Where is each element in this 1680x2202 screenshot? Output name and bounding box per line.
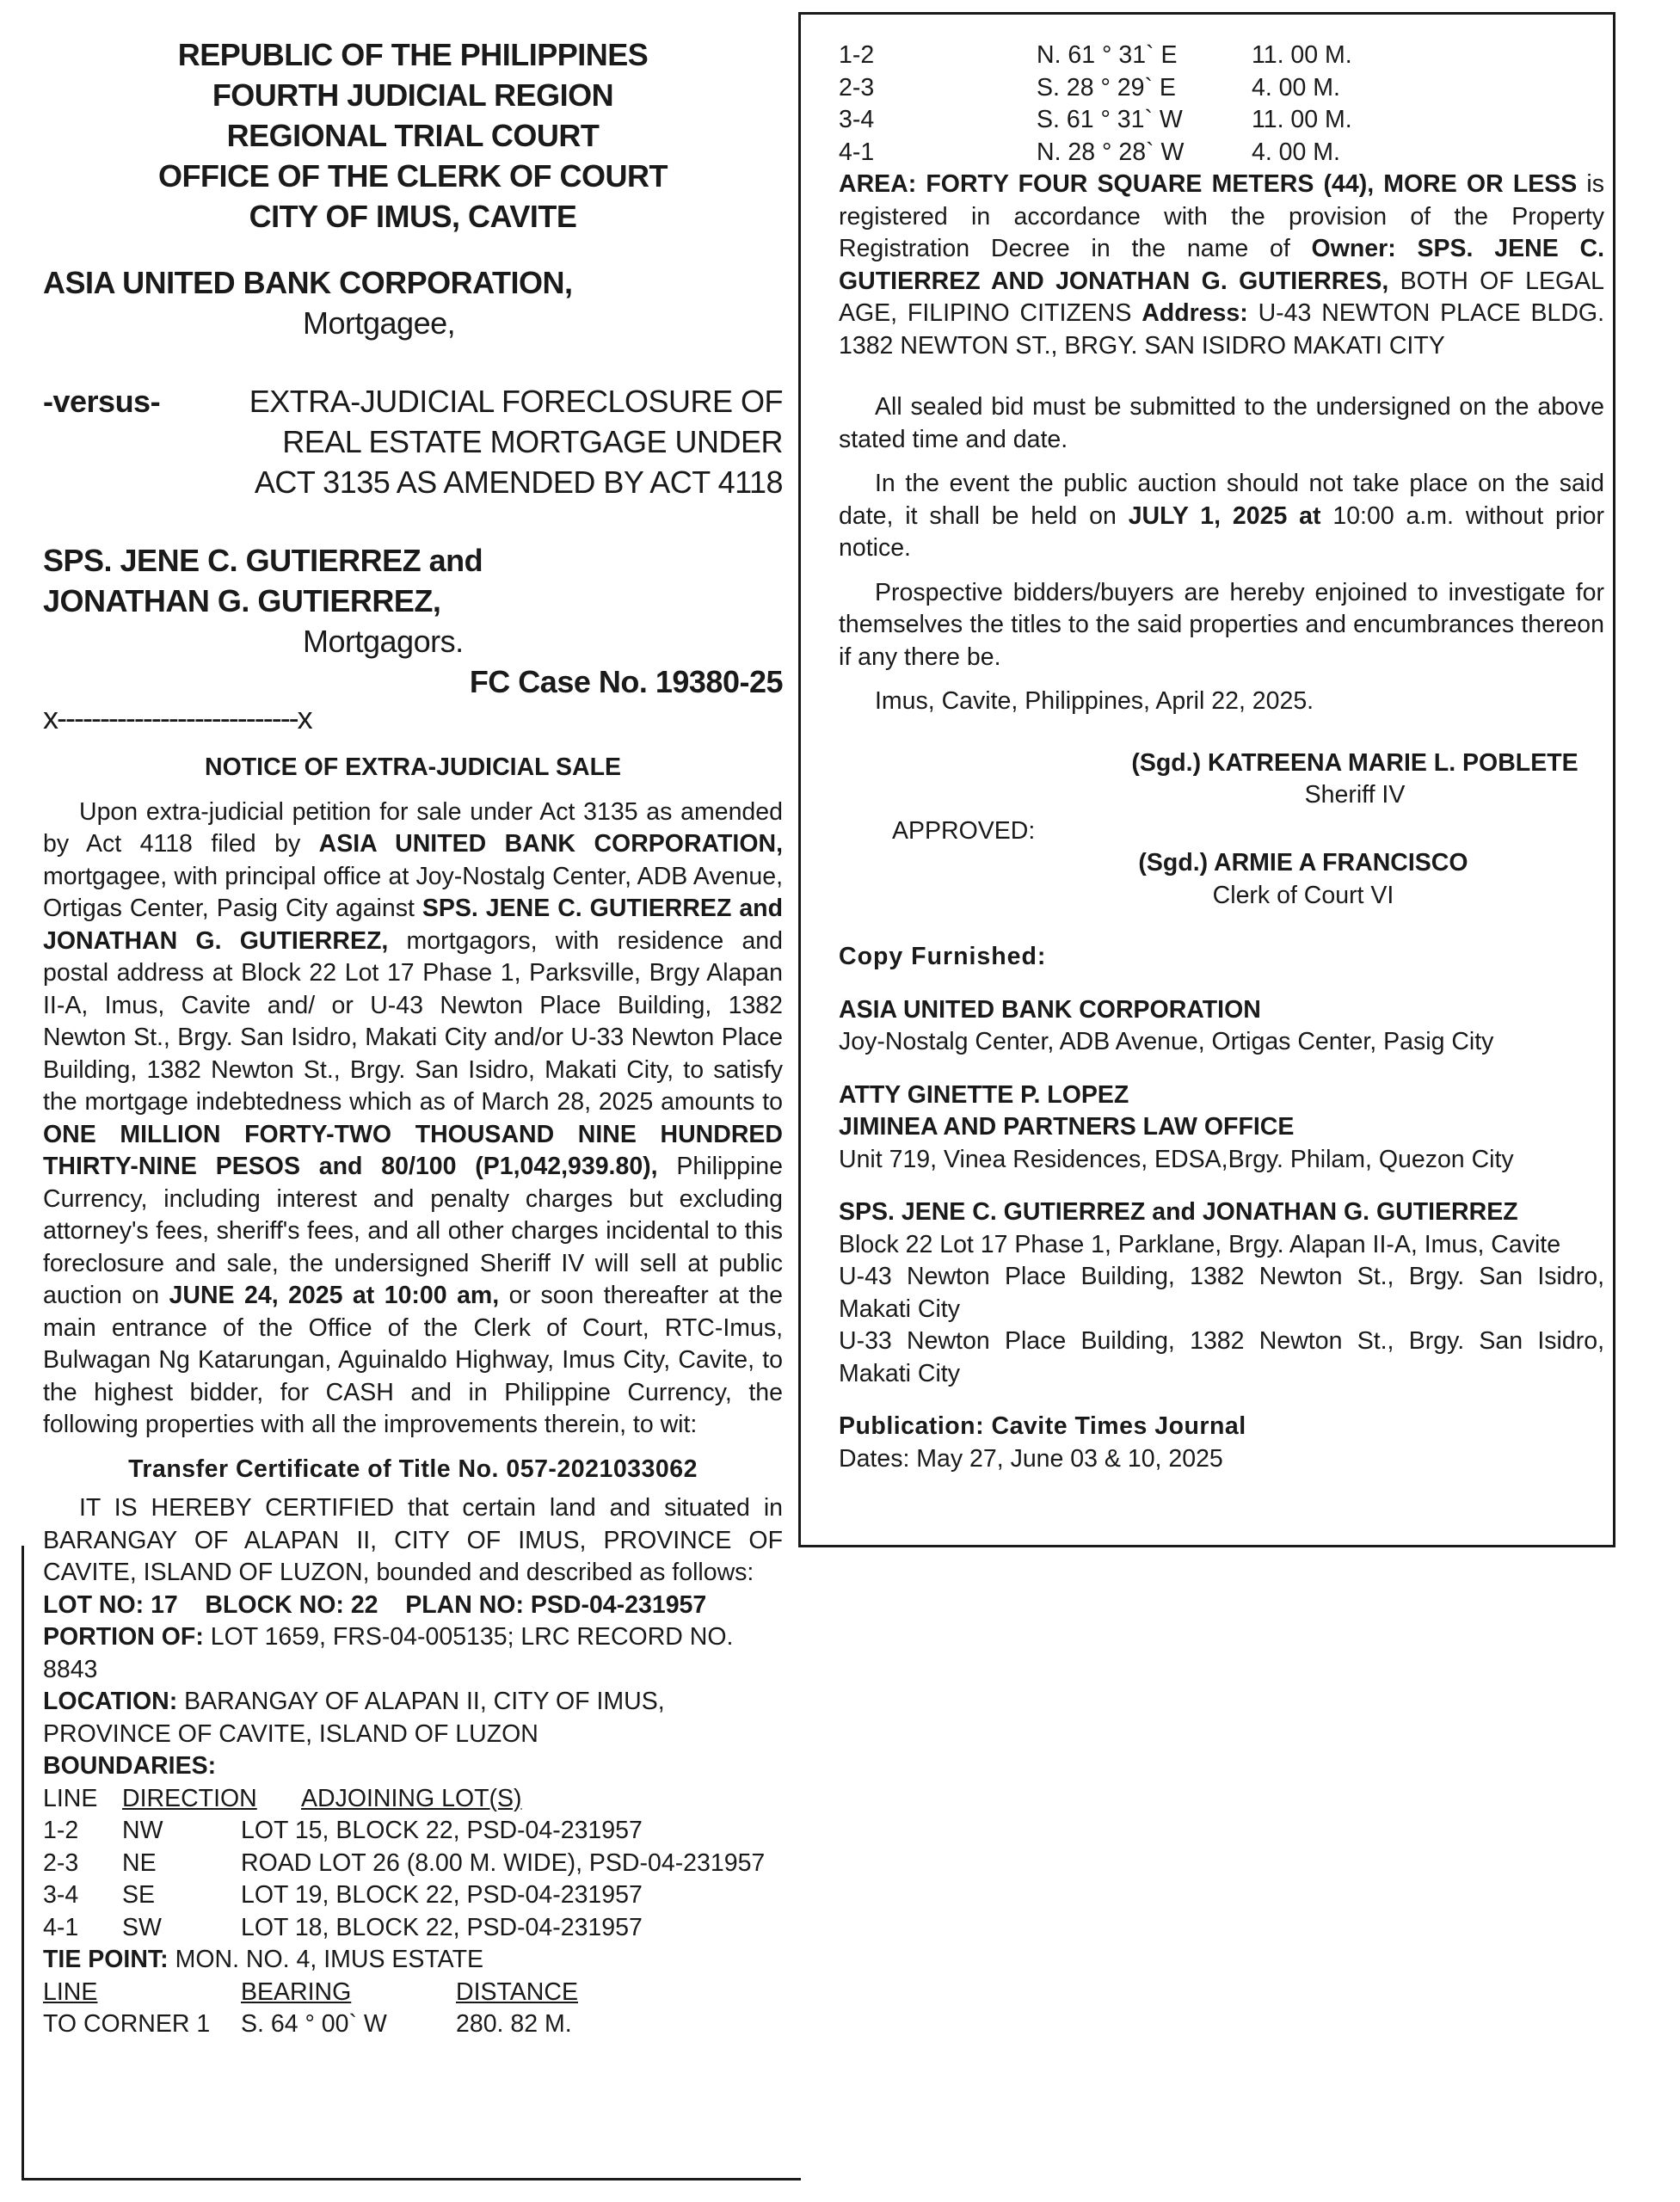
boundaries-header-row (43, 1783, 783, 1816)
notice-title: NOTICE OF EXTRA-JUDICIAL SALE (205, 753, 621, 781)
boundary-col-line: LINE (43, 1784, 98, 1812)
boundary-row (43, 1815, 783, 1848)
notice-amount: ONE MILLION FORTY-TWO THOUSAND NINE HUNDRED THIRTY-NINE PESOS and 80/100 (P1,042,939.80), (43, 1120, 783, 1180)
caption-separator: x----------------------------x (43, 700, 311, 735)
tie-point-value: MON. NO. 4, IMUS ESTATE (168, 1946, 483, 1973)
tie-point-label: TIE POINT: (43, 1946, 169, 1973)
portion-value: LOT 1659, FRS-04-005135; LRC RECORD NO. 8843 (43, 1623, 734, 1683)
boundary-line: 3-4 (43, 1881, 79, 1909)
header-line-1: REPUBLIC OF THE PHILIPPINES (177, 37, 649, 72)
registration-text-a: is registered in accordance with the provision of the Property Registration Decree in the name of (839, 170, 1605, 262)
boundary-direction: SW (122, 1913, 162, 1941)
cf-counsel-address: Unit 719, Vinea Residences, EDSA,Brgy. Philam, Quezon City (839, 1145, 1514, 1173)
notice-text-a: Upon extra-judicial petition for sale under Act 3135 as amended by Act 4118 filed by (43, 797, 783, 858)
boundary-adjoining: LOT 18, BLOCK 22, PSD-04-231957 (241, 1913, 643, 1941)
mortgagee-name: ASIA UNITED BANK CORPORATION, (43, 265, 573, 300)
header-line-2: FOURTH JUDICIAL REGION (212, 77, 614, 113)
boundary-line: 4-1 (43, 1913, 79, 1941)
header-line-4: OFFICE OF THE CLERK OF COURT (158, 158, 668, 194)
boundary-adjoining: ROAD LOT 26 (8.00 M. WIDE), PSD-04-231957 (241, 1848, 766, 1877)
location (43, 1686, 783, 1750)
copy-furnished-label: Copy Furnished: (839, 943, 1047, 970)
clerk-name: (Sgd.) ARMIE A FRANCISCO (1138, 849, 1468, 876)
case-number: FC Case No. 19380-25 (469, 664, 783, 699)
clerk-signature (839, 847, 1604, 912)
address-label: Address: (1142, 299, 1248, 327)
portion-of (43, 1621, 783, 1686)
notice-text-d: Philippine Currency, including interest and penalty charges but excluding attorney's fees, sheriff's fees, and all other charges incidental to this foreclosure and sale, the undersigned Sheriff IV will sell at public auction on (43, 1153, 783, 1309)
tie-bearing-table (43, 1977, 783, 2041)
bearing-row (839, 72, 1604, 105)
case-caption (43, 262, 783, 735)
boundary-direction: NW (122, 1817, 163, 1844)
postponement-date: JULY 1, 2025 at (1128, 501, 1321, 530)
certification-text: IT IS HEREBY CERTIFIED that certain land and situated in BARANGAY OF ALAPAN II, CITY OF IMUS, PROVINCE OF CAVITE, ISLAND OF LUZON, bounded and described as follows: (43, 1494, 783, 1586)
left-column (43, 34, 783, 2041)
sheriff-name: (Sgd.) KATREENA MARIE L. POBLETE (1131, 748, 1578, 777)
bearing-line: 4-1 (839, 138, 875, 166)
boundary-col-direction: DIRECTION (122, 1784, 257, 1812)
bearing-col-distance: DISTANCE (456, 1977, 578, 2006)
bidders-text: Prospective bidders/buyers are hereby enjoined to investigate for themselves the titles to the said properties and encumbrances thereon if any there be. (839, 578, 1604, 671)
notice-text-c: mortgagors, with residence and postal address at Block 22 Lot 17 Phase 1, Parksville, Brgy Alapan II-A, Imus, Cavite and/ or U-43 Newton Place Building, 1382 Newton St., Brgy. San Isidro, Makati City and/or U-33 Newton Place Building, 1382 Newton St., Brgy. San Isidro, Makati City, to satisfy the mortgage indebtedness which as of March 28, 2025 amounts to (43, 926, 783, 1116)
area-registration (839, 169, 1604, 362)
nature-line-1: EXTRA-JUDICIAL FORECLOSURE OF (249, 384, 783, 419)
bearing-row (839, 104, 1604, 137)
versus-row (43, 381, 783, 502)
bearing-distance: 4. 00 M. (1252, 73, 1340, 101)
boundary-line: 2-3 (43, 1848, 79, 1877)
postponement-text (839, 468, 1604, 565)
bearing-line: 3-4 (839, 106, 875, 133)
nature-line-3: ACT 3135 AS AMENDED BY ACT 4118 (254, 464, 783, 500)
right-column (839, 40, 1604, 1475)
bearing-col-line: LINE (43, 1977, 98, 2006)
notice-bank-name: ASIA UNITED BANK CORPORATION, (318, 830, 784, 858)
clerk-title: Clerk of Court VI (1212, 881, 1394, 909)
bearing-line: 1-2 (839, 41, 875, 69)
cf-bank-name: ASIA UNITED BANK CORPORATION (839, 995, 1261, 1024)
registration-text-c: U-43 NEWTON PLACE BLDG. 1382 NEWTON ST., BRGY. SAN ISIDRO MAKATI CITY (839, 299, 1604, 360)
approved-label: APPROVED: (892, 816, 1036, 845)
publication-dates: Dates: May 27, June 03 & 10, 2025 (839, 1444, 1223, 1473)
bearing-distance: 11. 00 M. (1252, 41, 1352, 69)
boundary-direction: SE (122, 1881, 156, 1909)
boundary-row (43, 1912, 783, 1945)
boundary-adjoining: LOT 19, BLOCK 22, PSD-04-231957 (241, 1881, 643, 1909)
bearing-row (839, 137, 1604, 169)
sheriff-title: Sheriff IV (1304, 781, 1406, 809)
boundary-row (43, 1848, 783, 1880)
versus-label: -versus- (43, 384, 161, 419)
bearing-header-row (43, 1977, 783, 2009)
notice-text-e: or soon thereafter at the main entrance of the Office of the Clerk of Court, RTC-Imus, Bulwagan Ng Katarungan, Aguinaldo Highway, Imus City, Cavite, to the highest bidder, for CASH and in Philippine Currency, the following properties with all the improvements therein, to wit: (43, 1282, 783, 1438)
cf-bank-address: Joy-Nostalg Center, ADB Avenue, Ortigas Center, Pasig City (839, 1028, 1494, 1055)
tie-row (43, 2008, 783, 2041)
bearing-value: S. 61 ° 31` W (1037, 106, 1183, 133)
tct-heading: Transfer Certificate of Title No. 057-2021033062 (128, 1455, 698, 1483)
boundaries-label: BOUNDARIES: (43, 1752, 217, 1780)
area-text: AREA: FORTY FOUR SQUARE METERS (44), MORE OR LESS (839, 170, 1578, 198)
cf-law-office: JIMINEA AND PARTNERS LAW OFFICE (839, 1113, 1295, 1141)
bearing-value: S. 28 ° 29` E (1037, 73, 1176, 101)
mortgagor-line-1: SPS. JENE C. GUTIERREZ and (43, 543, 483, 578)
copy-furnished-mortgagors (839, 1196, 1604, 1390)
boundary-col-adjoining: ADJOINING LOT(S) (301, 1784, 522, 1812)
cf-mortgagors-name: SPS. JENE C. GUTIERREZ and JONATHAN G. GUTIERREZ (839, 1198, 1518, 1226)
copy-furnished-bank (839, 994, 1604, 1059)
publication-name: Publication: Cavite Times Journal (839, 1412, 1246, 1440)
postponement-a: In the event the public auction should not take place on the said date, it shall be held on (839, 470, 1604, 530)
bearing-col-bearing: BEARING (241, 1977, 352, 2006)
header-line-3: REGIONAL TRIAL COURT (226, 118, 600, 153)
portion-label: PORTION OF: (43, 1623, 204, 1651)
tie-bearing: S. 64 ° 00` W (241, 2010, 387, 2038)
cf-counsel-name: ATTY GINETTE P. LOPEZ (839, 1080, 1129, 1109)
cf-mortgagors-address-3: U-33 Newton Place Building, 1382 Newton St., Brgy. San Isidro, Makati City (839, 1327, 1604, 1387)
cf-mortgagors-address-1: Block 22 Lot 17 Phase 1, Parklane, Brgy. Alapan II-A, Imus, Cavite (839, 1230, 1561, 1258)
sealed-bid-text: All sealed bid must be submitted to the undersigned on the above stated time and date. (839, 393, 1604, 453)
case-nature (206, 381, 783, 502)
mortgagee-role: Mortgagee, (303, 305, 456, 341)
bearing-line: 2-3 (839, 73, 875, 101)
place-and-date: Imus, Cavite, Philippines, April 22, 2025. (875, 687, 1314, 715)
copy-furnished-counsel (839, 1079, 1604, 1177)
cf-mortgagors-address-2: U-43 Newton Place Building, 1382 Newton St., Brgy. San Isidro, Makati City (839, 1263, 1604, 1323)
tie-point (43, 1944, 783, 1977)
notice-body (43, 797, 783, 1442)
bearing-value: N. 61 ° 31` E (1037, 41, 1178, 69)
notice-text-b: mortgagee, with principal office at Joy-Nostalg Center, ADB Avenue, Ortigas Center, Pasig City against (43, 862, 783, 922)
boundary-direction: NE (122, 1848, 157, 1877)
boundary-line: 1-2 (43, 1817, 79, 1844)
bearing-value: N. 28 ° 28` W (1037, 138, 1185, 166)
boundary-row (43, 1879, 783, 1912)
tie-line: TO CORNER 1 (43, 2010, 211, 2038)
bearing-distance: 4. 00 M. (1252, 138, 1340, 166)
boundaries-table (43, 1783, 783, 1945)
postponement-b: 10:00 a.m. without prior notice. (839, 501, 1604, 562)
bearing-row (839, 40, 1604, 72)
header-line-5: CITY OF IMUS, CAVITE (249, 199, 577, 234)
mortgagor-role: Mortgagors. (303, 624, 464, 659)
auction-date: JUNE 24, 2025 at 10:00 am, (169, 1282, 500, 1309)
bearings-table (839, 40, 1604, 169)
notice-mortgagors: SPS. JENE C. GUTIERREZ and JONATHAN G. GUTIERREZ, (43, 895, 783, 955)
sheriff-signature (839, 747, 1604, 812)
tie-distance: 280. 82 M. (456, 2010, 572, 2038)
location-value: BARANGAY OF ALAPAN II, CITY OF IMUS, PROVINCE OF CAVITE, ISLAND OF LUZON (43, 1688, 665, 1748)
boundary-adjoining: LOT 15, BLOCK 22, PSD-04-231957 (241, 1817, 643, 1844)
mortgagor-line-2: JONATHAN G. GUTIERREZ, (43, 583, 441, 618)
lot-block-plan: LOT NO: 17 BLOCK NO: 22 PLAN NO: PSD-04-231957 (43, 1590, 707, 1619)
publication-info (839, 1411, 1604, 1475)
owner-text: Owner: SPS. JENE C. GUTIERREZ AND JONATHAN G. GUTIERRES, (839, 235, 1604, 295)
location-label: LOCATION: (43, 1688, 178, 1715)
registration-text-b: BOTH OF LEGAL AGE, FILIPINO CITIZENS (839, 267, 1605, 327)
court-header (43, 34, 783, 237)
bearing-distance: 11. 00 M. (1252, 106, 1352, 133)
nature-line-2: REAL ESTATE MORTGAGE UNDER (282, 424, 783, 459)
